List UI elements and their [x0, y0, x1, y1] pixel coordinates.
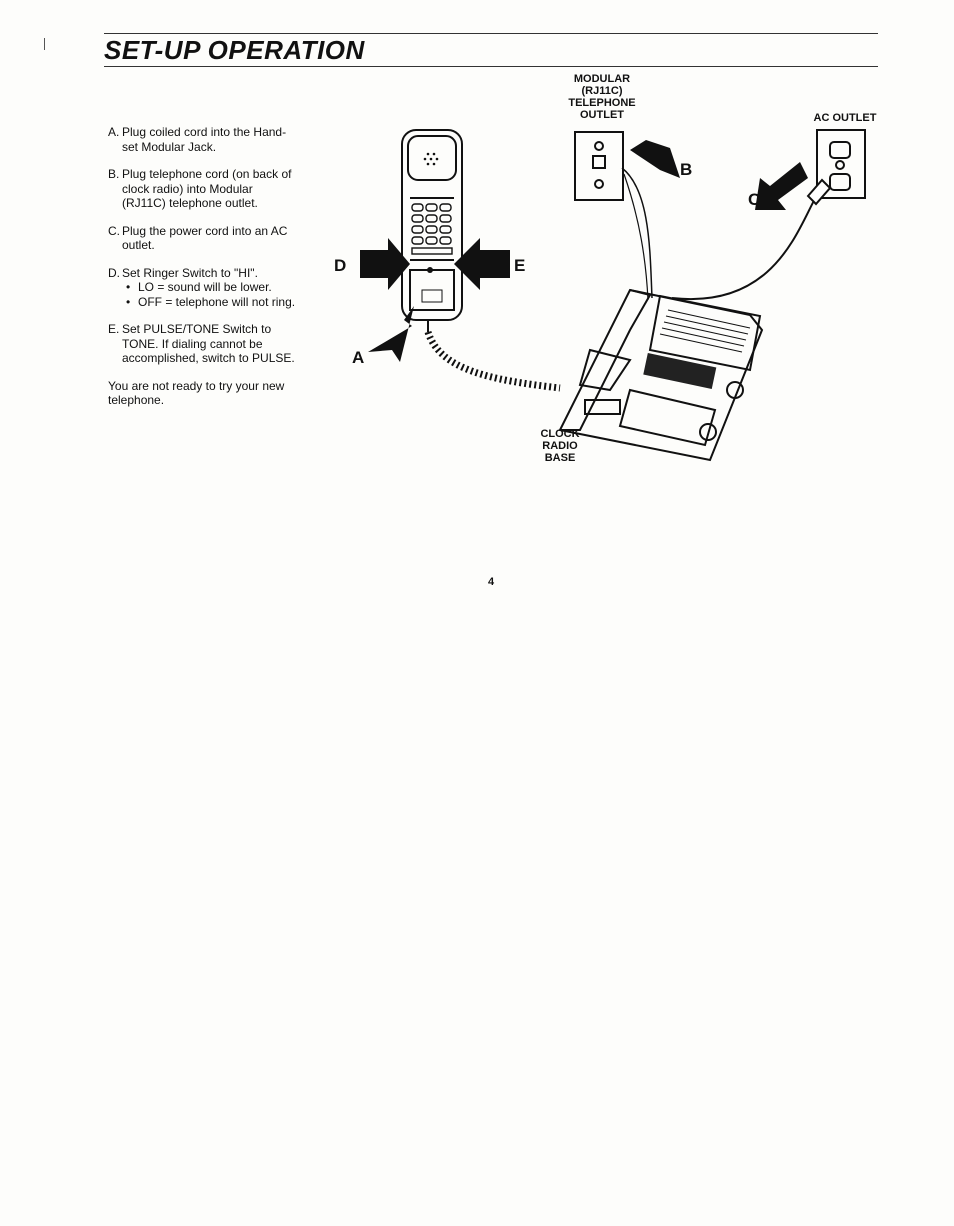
step-text: Plug coiled cord into the Hand-set Modular Jack. [122, 125, 287, 154]
step-text: Plug telephone cord (on back of clock radio) into Modular (RJ11C) telephone outlet. [122, 167, 292, 210]
step-letter: A. [108, 125, 120, 139]
callout-e: E [514, 256, 526, 275]
step-c [108, 224, 298, 253]
handset-earpiece-holes [424, 153, 439, 166]
page-number: 4 [488, 576, 495, 588]
speaker-grille [660, 310, 750, 352]
callout-a: A [352, 348, 365, 367]
ac-outlet-label: AC OUTLET [813, 112, 877, 124]
handset-switch [427, 267, 433, 273]
instruction-list [108, 125, 298, 408]
modular-outlet-label: MODULAR (RJ11C) TELEPHONE OUTLET [568, 73, 636, 121]
step-b [108, 167, 298, 211]
margin-mark [44, 38, 45, 50]
handset-keypad [412, 204, 452, 254]
callout-c: C [748, 190, 761, 209]
ringer-option-off: • OFF = telephone will not ring. [126, 295, 298, 310]
arrow-a [368, 306, 414, 362]
setup-illustration [330, 70, 890, 480]
step-a [108, 125, 298, 154]
step-letter: D. [108, 265, 120, 280]
clock-display [643, 353, 716, 389]
step-letter: B. [108, 167, 120, 181]
title-rule-bottom [104, 66, 878, 67]
power-cord [672, 190, 820, 299]
handset-mouthpiece-holes [422, 290, 442, 302]
step-text: Plug the power cord into an AC outlet. [122, 223, 288, 252]
coiled-cord [428, 332, 560, 388]
ringer-options [122, 280, 298, 309]
step-d [108, 266, 298, 310]
ringer-option-lo: • LO = sound will be lower. [126, 280, 298, 295]
setup-diagram [330, 70, 890, 480]
step-text: Set Ringer Switch to "HI". [122, 265, 258, 280]
telephone-cord-2 [624, 174, 648, 300]
power-plug [808, 180, 830, 204]
callout-b: B [680, 160, 693, 179]
arrow-c [755, 162, 808, 210]
clock-radio-base-label: CLOCK RADIO BASE [540, 428, 580, 464]
step-letter: C. [108, 223, 120, 238]
telephone-cord [622, 168, 652, 298]
arrow-b [630, 140, 680, 178]
step-text: Set PULSE/TONE Switch to TONE. If dialing cannot be accomplished, switch to PULSE. [122, 322, 295, 365]
page-title: SET-UP OPERATION [104, 35, 365, 65]
step-e [108, 322, 298, 366]
modular-outlet [575, 132, 623, 200]
step-letter: E. [108, 322, 120, 336]
callout-d: D [334, 256, 347, 275]
closing-note: You are not ready to try your new telephone. [108, 378, 285, 407]
